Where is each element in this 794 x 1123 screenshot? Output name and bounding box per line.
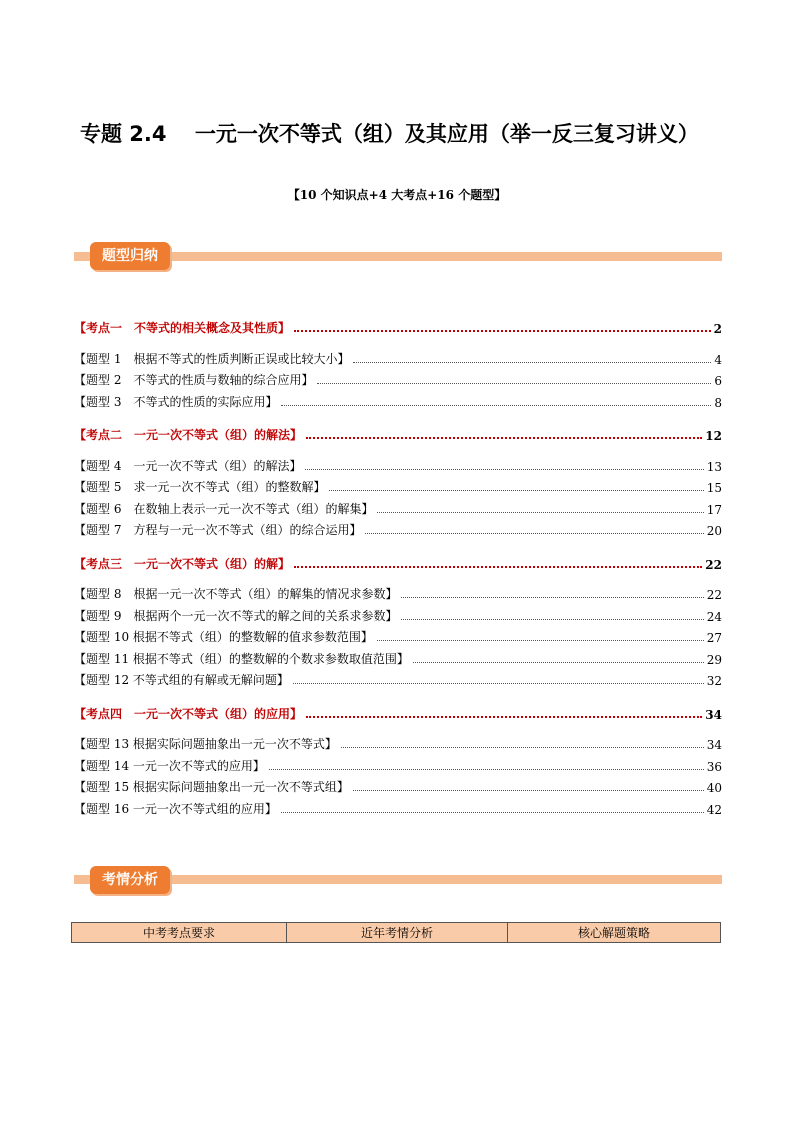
toc-label: 【题型 11 根据不等式（组）的整数解的个数求参数取值范围】 [74,651,409,666]
page-title: 专题 2.4 一元一次不等式（组）及其应用（举一反三复习讲义） [80,122,699,146]
analysis-header-strategy: 核心解题策略 [508,923,721,943]
toc-page-number: 15 [706,481,722,495]
toc-leader-dots [294,329,711,332]
toc-leader-dots [329,489,703,491]
toc-point-link[interactable] [74,554,722,572]
toc-item-link[interactable] [74,627,722,645]
toc-item-link[interactable] [74,777,722,795]
toc-page-number: 42 [706,802,722,817]
toc-page-number: 32 [706,674,722,688]
toc-leader-dots [281,404,711,406]
toc-point-link[interactable] [74,704,722,722]
analysis-header-trends: 近年考情分析 [287,923,508,943]
toc-label: 【题型 16 一元一次不等式组的应用】 [74,801,277,816]
toc-page-number: 6 [714,374,722,388]
toc-page-number: 34 [706,738,722,752]
toc-page-number: 2 [713,322,722,336]
toc-label: 【题型 7 方程与一元一次不等式（组）的综合运用】 [74,523,362,537]
toc-page-number: 12 [705,429,722,443]
toc-leader-dots [413,661,704,663]
analysis-table [71,922,721,943]
toc-page-number: 22 [705,557,722,572]
toc-page-number: 29 [706,652,722,667]
toc-leader-dots [341,746,704,748]
toc-leader-dots [377,511,703,513]
toc-item-link[interactable] [74,520,722,538]
section-bar-toc [74,252,722,261]
toc-leader-dots [269,768,704,770]
toc-leader-dots [305,468,703,470]
toc-leader-dots [317,382,711,384]
toc-label: 【题型 14 一元一次不等式的应用】 [74,758,265,773]
toc-item-link[interactable] [74,456,722,474]
toc-page-number: 22 [706,588,722,602]
toc-label: 【题型 9 根据两个一元一次不等式的解之间的关系求参数】 [74,608,398,623]
toc-leader-dots [365,532,703,534]
toc-item-link[interactable] [74,584,722,602]
toc-label: 【题型 15 根据实际问题抽象出一元一次不等式组】 [74,780,349,794]
toc-page-number: 17 [706,502,722,517]
toc-item-link[interactable] [74,734,722,752]
page-subtitle: 【10 个知识点+4 大考点+16 个题型】 [287,188,507,202]
toc-label: 【题型 12 不等式组的有解或无解问题】 [74,673,289,687]
toc-label: 【题型 3 不等式的性质的实际应用】 [74,394,278,409]
toc-label: 【题型 5 求一元一次不等式（组）的整数解】 [74,480,326,494]
toc-page-number: 27 [706,631,722,645]
toc-label: 【题型 6 在数轴上表示一元一次不等式（组）的解集】 [74,501,374,516]
toc-item-link[interactable] [74,477,722,495]
toc-label: 【题型 4 一元一次不等式（组）的解法】 [74,458,302,473]
toc-page-number: 20 [706,524,722,538]
analysis-header-requirements: 中考考点要求 [72,923,287,943]
toc-item-link[interactable] [74,799,722,817]
toc-label: 【题型 13 根据实际问题抽象出一元一次不等式】 [74,737,337,751]
section-badge-toc: 题型归纳 [90,242,170,270]
toc-label: 【题型 1 根据不等式的性质判断正误或比较大小】 [74,351,350,366]
toc-leader-dots [401,596,703,598]
toc-page-number: 40 [706,781,722,795]
toc-page-number: 34 [705,707,722,722]
toc-leader-dots [281,811,704,813]
toc-label: 【考点一 不等式的相关概念及其性质】 [74,321,291,335]
toc-label: 【题型 8 根据一元一次不等式（组）的解集的情况求参数】 [74,587,398,601]
toc-leader-dots [306,715,702,718]
toc-item-link[interactable] [74,370,722,388]
section-badge-analysis: 考情分析 [90,866,170,894]
toc-page-number: 8 [714,395,722,410]
toc-point-link[interactable] [74,425,722,443]
toc-item-link[interactable] [74,756,722,774]
toc-leader-dots [306,436,702,439]
toc-leader-dots [293,682,704,684]
toc-label: 【考点四 一元一次不等式（组）的应用】 [74,706,303,721]
toc-page-number: 36 [706,759,722,774]
toc-item-link[interactable] [74,392,722,410]
toc-item-link[interactable] [74,670,722,688]
toc-label: 【考点二 一元一次不等式（组）的解法】 [74,428,303,442]
toc-page-number: 13 [706,459,722,474]
analysis-table-header-row [72,923,721,943]
toc-label: 【考点三 一元一次不等式（组）的解】 [74,556,291,571]
toc-leader-dots [377,639,704,641]
toc-page-number: 24 [706,609,722,624]
toc-leader-dots [294,565,702,568]
toc-point-link[interactable] [74,318,722,336]
toc-item-link[interactable] [74,649,722,667]
toc-label: 【题型 10 根据不等式（组）的整数解的值求参数范围】 [74,630,373,644]
toc-page-number: 4 [714,352,722,367]
toc-item-link[interactable] [74,349,722,367]
toc-item-link[interactable] [74,606,722,624]
toc-leader-dots [353,361,711,363]
toc-leader-dots [353,789,704,791]
toc-item-link[interactable] [74,499,722,517]
section-bar-analysis [74,875,722,884]
toc-label: 【题型 2 不等式的性质与数轴的综合应用】 [74,373,314,387]
toc-leader-dots [401,618,703,620]
